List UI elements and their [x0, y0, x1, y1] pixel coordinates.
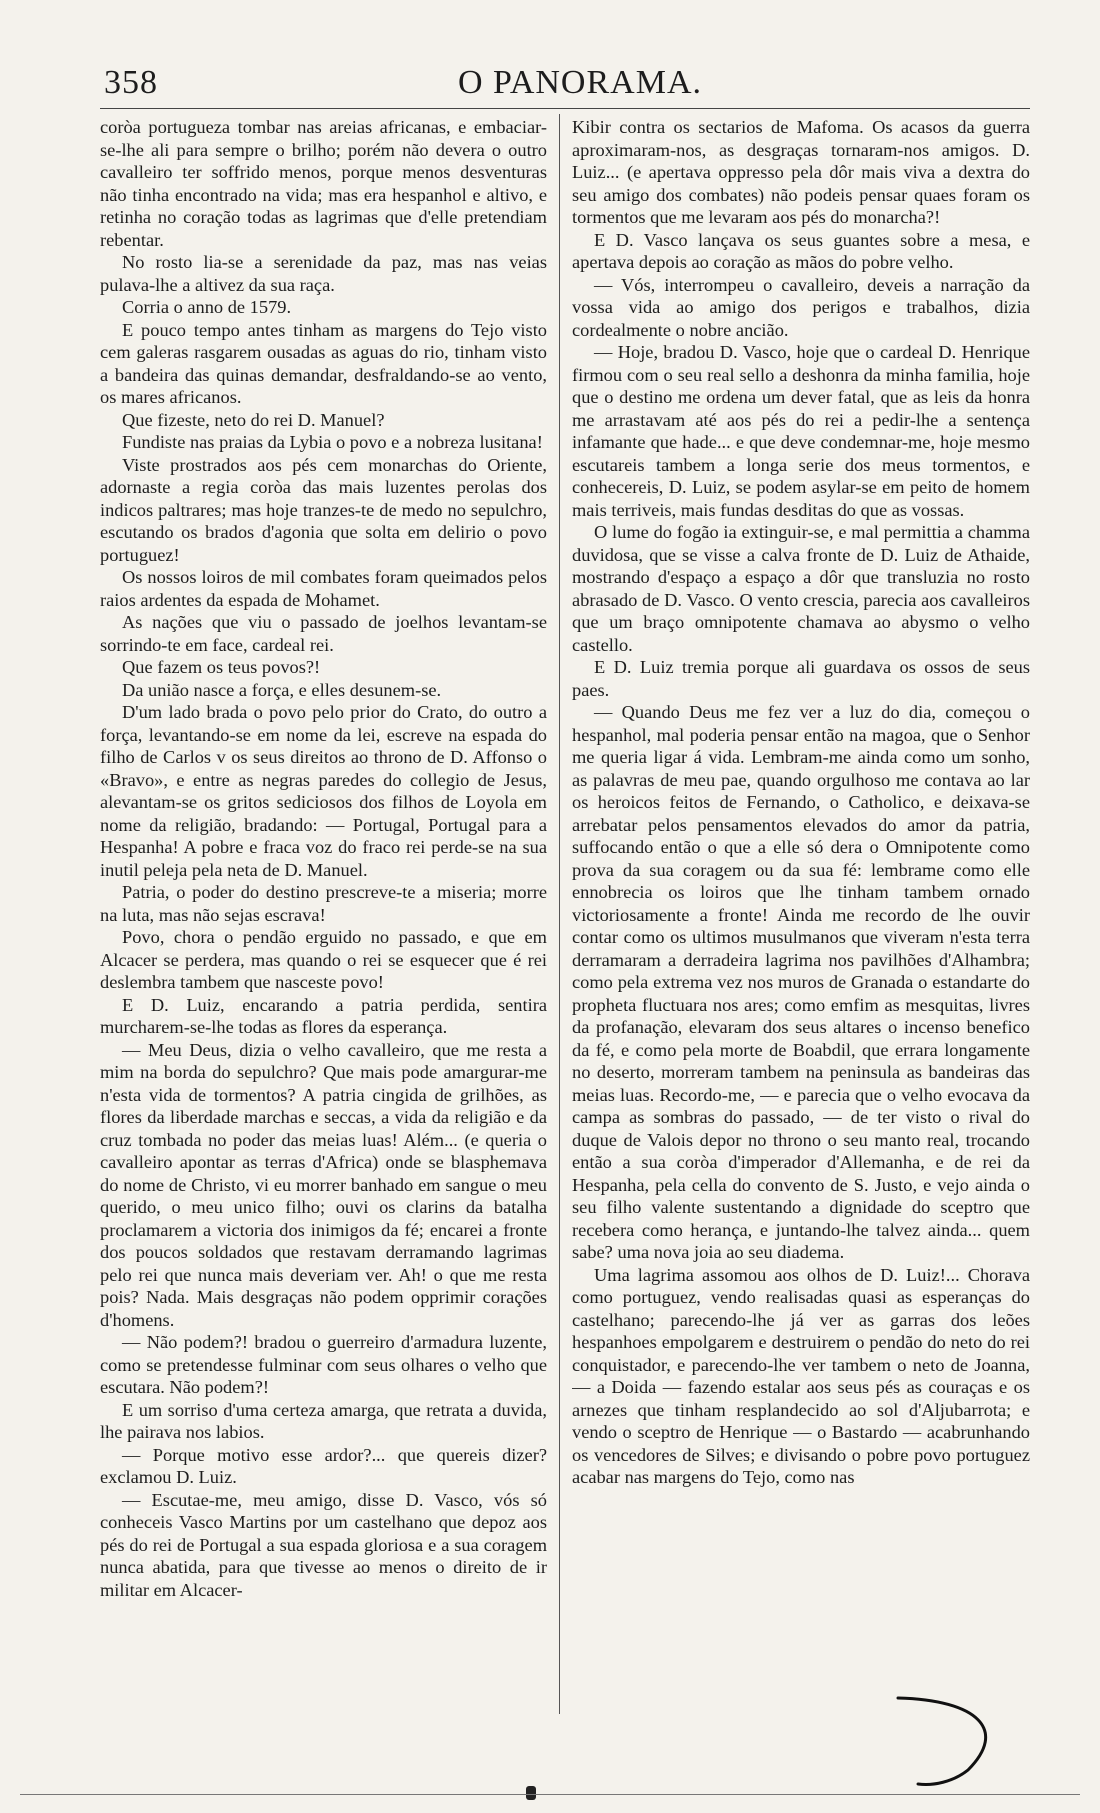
right-column [572, 116, 1030, 1716]
paragraph: E pouco tempo antes tinham as margens do Tejo visto cem galeras rasgarem ousadas as aguas do rio, tinham visto a bandeira das quinas demandar, desfraldando-se ao vento, os mares africanos. [100, 319, 547, 407]
paragraph: Kibir contra os sectarios de Mafoma. Os acasos da guerra aproximaram-nos, as desgraças tornaram-nos amigos. D. Luiz... (e apertava oppresso pela dôr mais viva a dextra do seu amigo dos combates) não podeis pensar quaes foram os tormentos que me levaram aos pés do monarcha?! [572, 117, 1030, 227]
footer-rule [20, 1794, 1080, 1795]
page-number: 358 [104, 64, 158, 101]
paragraph: Uma lagrima assomou aos olhos de D. Luiz!... Chorava como portuguez, vendo realisadas quasi as esperanças do castelhano; parecendo-lhe já ver as garras dos leões hespanhoes empolgarem e destruirem o pendão do neto do rei conquistador, e parecendo-lhe ver tambem o neto de Joanna, — a Doida — fazendo estalar aos seus pés as couraças e os arnezes que tinham resplandecido ao sol d'Aljubarrota; e vendo o sceptro de Henrique — o Bastardo — acabrunhando os vencedores de Silves; e divisando o pobre povo portuguez acabar nas margens do Tejo, como nas [572, 1264, 1030, 1487]
paragraph: Os nossos loiros de mil combates foram queimados pelos raios ardentes da espada de Mohamet. [100, 567, 547, 610]
paragraph: As nações que viu o passado de joelhos levantam-se sorrindo-te em face, cardeal rei. [100, 612, 547, 655]
paragraph: — Hoje, bradou D. Vasco, hoje que o cardeal D. Henrique firmou com o seu real sello a deshonra da minha familia, hoje que o destino me ordena um dever fatal, que as leis da honra me arrastavam até aos pés do rei a pedir-lhe a sentença infamante que hade... e que deve condemnar-me, hoje mesmo escutareis tambem a longa serie dos meus tormentos, e conhecereis, D. Luiz, se podem asylar-se em peito de homem mais terriveis, mais fundas desditas do que as vossas. [572, 342, 1030, 520]
paragraph: — Escutae-me, meu amigo, disse D. Vasco, vós só conheceis Vasco Martins por um castelhano que depoz aos pés do rei de Portugal a sua espada gloriosa e a sua coragem nunca abatida, para que tivesse ao menos o direito de ir militar em Alcacer- [100, 1489, 547, 1600]
column-divider [559, 114, 560, 1714]
paragraph: Que fazem os teus povos?! [122, 657, 321, 677]
paragraph: O lume do fogão ia extinguir-se, e mal permittia a chamma duvidosa, que se visse a calva fronte de D. Luiz de Athaide, mostrando d'espaço a espaço a dôr que transluzia no rosto abrasado de D. Vasco. O vento crescia, parecia aos cavalleiros que um braço omnipotente chamava ao abysmo o velho castello. [572, 522, 1030, 655]
paragraph: — Porque motivo esse ardor?... que quereis dizer? exclamou D. Luiz. [100, 1444, 547, 1487]
paragraph: Patria, o poder do destino prescreve-te a miseria; morre na luta, mas não sejas escrava! [100, 882, 547, 925]
header-rule [100, 108, 1030, 109]
paragraph: Que fizeste, neto do rei D. Manuel? [122, 409, 385, 430]
paragraph: — Meu Deus, dizia o velho cavalleiro, que me resta a mim na borda do sepulchro? Que mais pode amargurar-me n'esta vida de tormentos? A patria cingida de grilhões, as flores da liberdade marchas e seccas, a vida da religião e da cruz tombada no poder das meias luas! Além... (e queria o cavalleiro apontar as terras d'Africa) onde se blasphemava do nome de Christo, vi eu morrer banhado em sangue o meu querido, o meu unico filho; ouvi os clarins da batalha proclamarem a victoria dos inimigos da fé; encarei a fronte dos poucos soldados que restavam derramando lagrimas pelo rei que nunca mais deveriam ver. Ah! o que me resta pois? Nada. Mais desgraças não podem opprimir corações d'homens. [100, 1039, 547, 1330]
journal-title: O PANORAMA. [457, 64, 703, 101]
ink-mark [526, 1786, 536, 1800]
paragraph: Viste prostrados aos pés cem monarchas do Oriente, adornaste a regia coròa das mais luzentes perolas dos indicos paltrares; mas hoje tranzes-te de medo no sepulchro, escutando os brados d'agonia que solta em delirio o povo portuguez! [100, 454, 547, 565]
paragraph: Da união nasce a força, e elles desunem-se. [122, 679, 442, 700]
paragraph: E D. Luiz tremia porque ali guardava os ossos de seus paes. [572, 657, 1030, 700]
paragraph: — Quando Deus me fez ver a luz do dia, começou o hespanhol, mal poderia pensar então na magoa, que o Senhor me queria ligar á vida. Lembram-me ainda como um sonho, as palavras de meu pae, quando orgulhoso me contava ao lar os heroicos feitos de Fernando, o Catholico, e deixava-se arrebatar pelos pensamentos elevados do amor da patria, suffocando então o que a elle só dera o Omnipotente como prova da sua coragem ou da sua fé: lembrame como elle ennobrecia os loiros que lhe tinham tambem ornado victoriosamente a fronte! Ainda me recordo de lhe ouvir contar como os ultimos musulmanos que viveram n'esta terra derramaram a derradeira lagrima nos pavilhões d'Alhambra; como pela extrema vez nos muros de Granada o estandarte do propheta fluctuara nos ares; como emfim as mesquitas, livres da profanação, elevaram dos seus altares o incenso benefico da fé, e como pela morte de Boabdil, que errara longamente no deserto, morreram tambem na peninsula as bandeiras das meias luas. Recordo-me, — e parecia que o velho evocava da campa as sombras do passado, — de ter visto o rival do duque de Valois depor no throno o seu manto real, trocando então a sua coròa d'imperador d'Allemanha, e de rei da Hespanha, pela cella do convento de S. Justo, e vejo ainda o seu filho valente sustentando a dignidade do sceptro que recebera como herança, e juntando-lhe talvez ainda... quem sabe? uma nova joia ao seu diadema. [572, 702, 1030, 1262]
paragraph: Fundiste nas praias da Lybia o povo e a nobreza lusitana! [122, 432, 543, 452]
paragraph: E D. Vasco lançava os seus guantes sobre a mesa, e apertava depois ao coração as mãos do pobre velho. [572, 229, 1030, 272]
paragraph: coròa portugueza tombar nas areias africanas, e embaciar-se-lhe ali para sempre o brilho; porém não devera o outro cavalleiro ter soffrido menos, porque menos desventuras não tinha encontrado na vida; mas era hespanhol e altivo, e retinha no coração todas as lagrimas que d'elle pretendiam rebentar. [100, 117, 547, 250]
paragraph: E um sorriso d'uma certeza amarga, que retrata a duvida, lhe pairava nos labios. [100, 1399, 547, 1442]
paragraph: No rosto lia-se a serenidade da paz, mas nas veias pulava-lhe a altivez da sua raça. [100, 252, 547, 295]
paragraph: Corria o anno de 1579. [122, 297, 292, 317]
paragraph: Povo, chora o pendão erguido no passado, e que em Alcacer se perdera, mas quando o rei se esquecer que é rei deslembra tambem que nasceste povo! [100, 927, 547, 992]
paragraph: — Vós, interrompeu o cavalleiro, deveis a narração da vossa vida ao amigo dos perigos e trabalhos, dizia cordealmente o nobre ancião. [572, 274, 1030, 340]
paragraph: D'um lado brada o povo pelo prior do Crato, do outro a força, levantando-se em nome da lei, escreve na espada do filho de Carlos v os seus direitos ao throno de D. Affonso o «Bravo», e entre as negras paredes do collegio de Jesus, alevantam-se os gritos sediciosos dos filhos de Loyola em nome da religião, bradando: — Portugal, Portugal para a Hespanha! A pobre e fraca voz do fraco rei perde-se na sua inutil peleja pela neta de D. Manuel. [100, 702, 547, 880]
left-column [100, 116, 547, 1716]
paragraph: E D. Luiz, encarando a patria perdida, sentira murcharem-se-lhe todas as flores da esperança. [100, 994, 547, 1037]
handwritten-bracket-mark [858, 1690, 1018, 1790]
page-header [100, 62, 1030, 106]
paragraph: — Não podem?! bradou o guerreiro d'armadura luzente, como se pretendesse fulminar com seus olhares o velho que escutara. Não podem?! [100, 1332, 547, 1397]
